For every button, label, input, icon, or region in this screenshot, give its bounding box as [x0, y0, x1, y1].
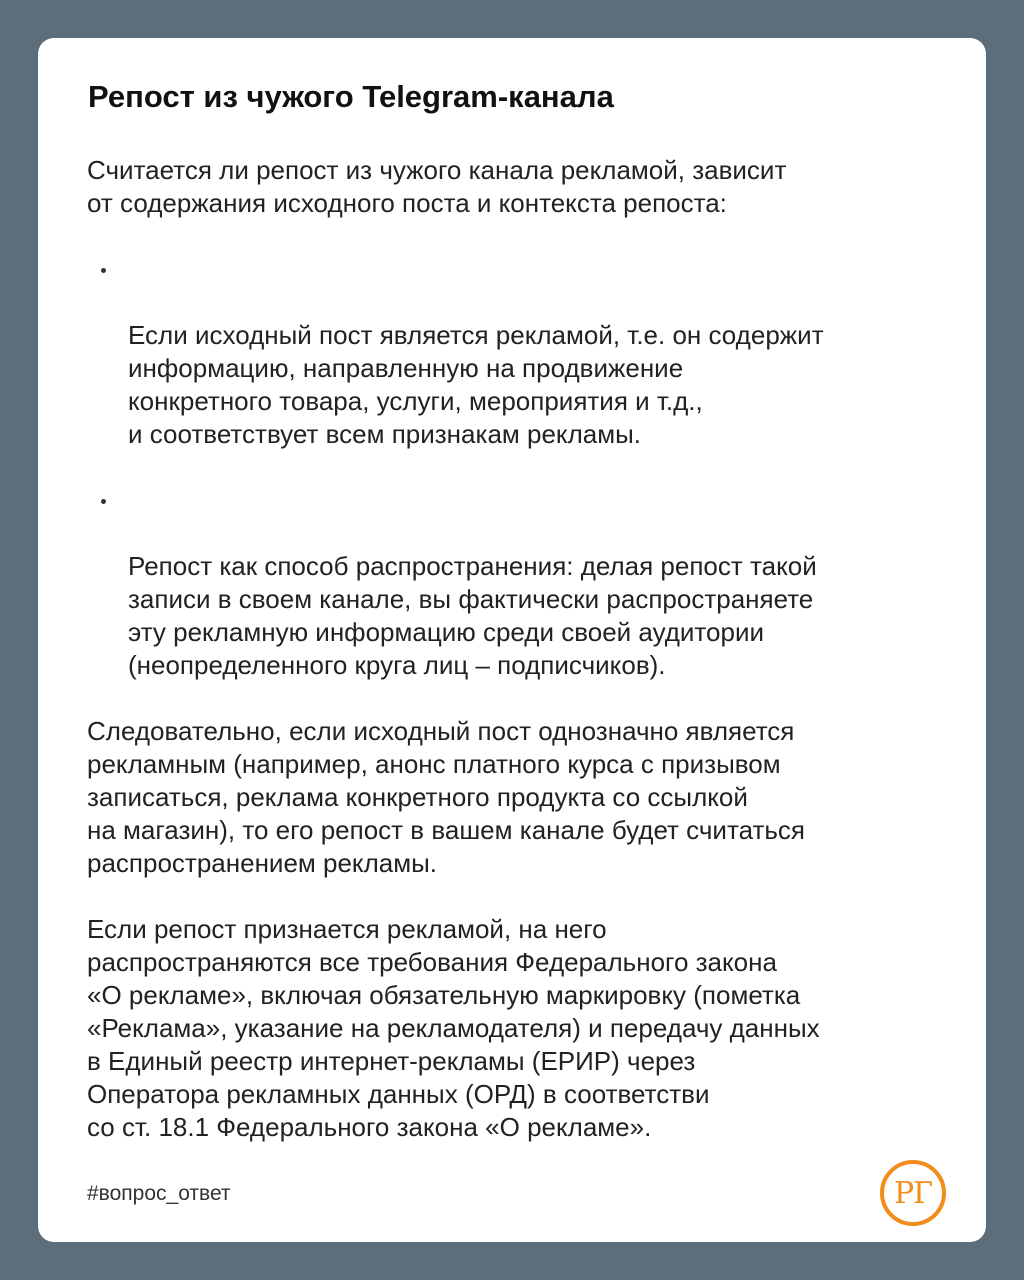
list-item-text: Репост как способ распространения: делая репост такой записи в своем канале, вы фактически распространяете эту рекламную информацию среди своей аудитории (неопределенного круга лиц – подписчиков).	[128, 551, 817, 680]
list-item	[87, 484, 957, 682]
list-item	[87, 253, 957, 451]
page-title: Репост из чужого Telegram-канала	[88, 79, 614, 114]
conclusion-paragraph: Следовательно, если исходный пост однозначно является рекламным (например, анонс платного курса с призывом записаться, реклама конкретного продукта со ссылкой на магазин), то его репост в вашем канале будет считаться распространением рекламы.	[87, 716, 805, 878]
intro-paragraph: Считается ли репост из чужого канала рекламой, зависит от содержания исходного поста и контекста репоста:	[87, 155, 787, 218]
bullet-list	[87, 253, 957, 682]
list-item-text: Если исходный пост является рекламой, т.е. он содержит информацию, направленную на продвижение конкретного товара, услуги, мероприятия и т.д., и соответствует всем признакам рекламы.	[128, 320, 824, 449]
requirements-paragraph: Если репост признается рекламой, на него распространяются все требования Федерального закона «О рекламе», включая обязательную маркировку (пометка «Реклама», указание на рекламодателя) и передачу данных в Единый реестр интернет-рекламы (ЕРИР) через Оператора рекламных данных (ОРД) в соответстви со ст. 18.1 Федерального закона «О рекламе».	[87, 914, 820, 1142]
hashtag-link[interactable]: #вопрос_ответ	[87, 1182, 231, 1205]
bullet-dot-icon	[101, 499, 106, 504]
bullet-dot-icon	[101, 268, 106, 273]
content-card	[38, 38, 986, 1242]
article-body	[87, 154, 957, 1177]
rg-logo: РГ	[880, 1160, 946, 1226]
